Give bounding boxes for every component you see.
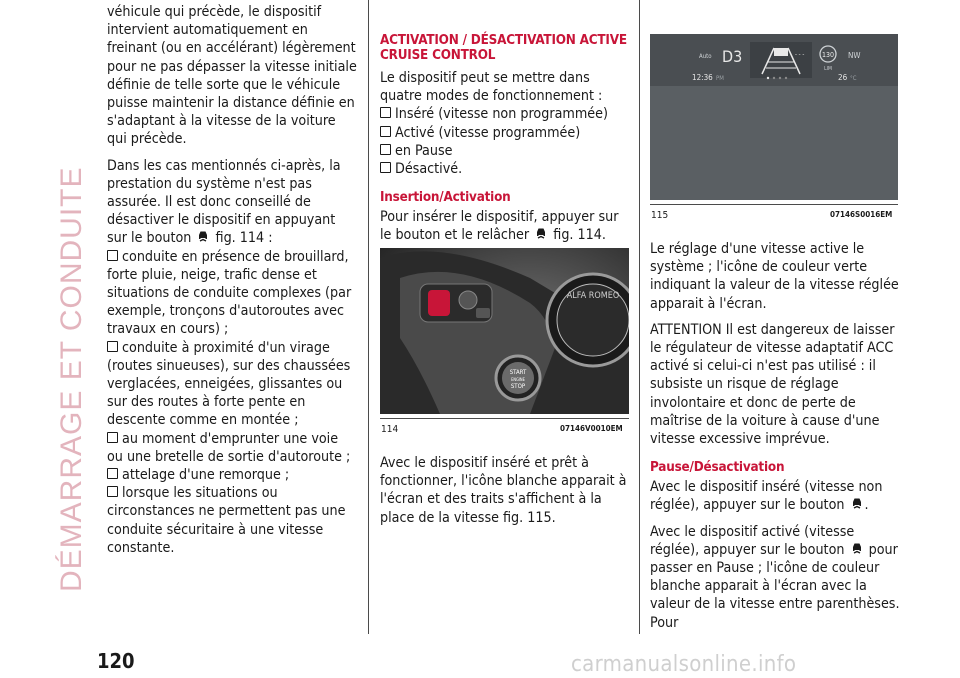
right-column bbox=[650, 240, 900, 640]
chapter-side-title: DÉMARRAGE ET CONDUITE bbox=[55, 166, 88, 592]
clock-time: 12:36 bbox=[692, 73, 713, 82]
middle-column-lower bbox=[380, 454, 632, 535]
sub-heading: Pause/Désactivation bbox=[650, 460, 785, 476]
clock-pm: PM bbox=[716, 75, 724, 82]
figure-code: 07146S0016EM bbox=[830, 210, 893, 219]
figure-caption-rule bbox=[380, 418, 629, 419]
paragraph: véhicule qui précède, le dispositif intervient automatiquement en freinant (ou en accélérant) légèrement pour ne pas dépasser la vitesse initiale définie de telle sorte que le véhicule puisse maintenir la distance définie en s'adaptant à la vitesse de la voiture qui précède. bbox=[107, 4, 357, 148]
paragraph: Avec le dispositif inséré (vitesse non réglée), appuyer sur le bouton . bbox=[650, 479, 883, 514]
checkbox-bullet-icon bbox=[380, 107, 391, 118]
temperature: 26 bbox=[838, 73, 848, 82]
list-item: conduite en présence de brouillard, forte pluie, neige, trafic dense et situations de conduite complexes (par exemple, tronçons d'autoroutes avec travaux en cours) ; bbox=[107, 248, 352, 338]
middle-column bbox=[380, 33, 632, 253]
checkbox-bullet-icon bbox=[107, 468, 118, 479]
sub-heading: Insertion/Activation bbox=[380, 190, 511, 206]
speed-limit: 130 bbox=[821, 51, 835, 59]
checkbox-bullet-icon bbox=[380, 126, 391, 137]
acc-button-icon bbox=[849, 497, 865, 513]
text: fig. 114 : bbox=[215, 230, 273, 247]
steering-wheel-illustration bbox=[380, 248, 629, 414]
list-item: au moment d'emprunter une voie ou une bretelle de sortie d'autoroute ; bbox=[107, 430, 351, 465]
dashes: - - - bbox=[795, 51, 805, 58]
speed-unit: LIM bbox=[824, 66, 832, 72]
paragraph: Avec le dispositif activé (vitesse réglée), appuyer sur le bouton pour passer en Pause ; l'icône de couleur blanche apparait à l'écran avec la valeur de la vitesse entre parenthèses. Pour bbox=[650, 523, 900, 631]
auto-label: Auto bbox=[699, 53, 712, 60]
acc-button-icon bbox=[533, 227, 549, 243]
column-rule-right bbox=[639, 0, 640, 634]
figure-number: 115 bbox=[651, 210, 669, 221]
paragraph: Le réglage d'une vitesse active le système ; l'icône de couleur verte indiquant la valeur de la vitesse réglée apparait à l'écran. bbox=[650, 241, 899, 312]
checkbox-bullet-icon bbox=[380, 162, 391, 173]
paragraph: Pour insérer le dispositif, appuyer sur le bouton et le relâcher fig. 114. bbox=[380, 209, 619, 244]
warning-paragraph: ATTENTION Il est dangereux de laisser le régulateur de vitesse adaptatif ACC activé si celui-ci n'est pas utilisé : il subsiste un risque de réglage involontaire et donc de perte de maîtrise de la voiture à cause d'une vitesse excessive imprévue. bbox=[650, 321, 895, 448]
acc-button-icon bbox=[195, 230, 211, 246]
figure-115-cluster-display bbox=[650, 34, 898, 200]
list-item: Inséré (vitesse non programmée) bbox=[380, 105, 632, 123]
paragraph: Le dispositif peut se mettre dans quatre modes de fonctionnement : bbox=[380, 70, 603, 105]
section-heading: ACTIVATION / DÉSACTIVATION ACTIVE CRUISE CONTROL bbox=[380, 33, 627, 63]
text: Dans les cas mentionnés ci-après, la prestation du système n'est pas assurée. Il est donc conseillé de désactiver le dispositif en appuyant sur le bouton bbox=[107, 157, 341, 247]
engine-label: ENGINE bbox=[511, 377, 525, 382]
paragraph bbox=[107, 157, 357, 248]
checkbox-bullet-icon bbox=[107, 486, 118, 497]
column-rule-left bbox=[368, 0, 369, 634]
temperature-unit: °C bbox=[850, 75, 857, 82]
list-item: attelage d'une remorque ; bbox=[107, 466, 357, 484]
list-item: conduite à proximité d'un virage (routes sinueuses), sur des chaussées verglacées, enneigées, glissantes ou sur des routes à forte pente en descente comme en montée ; bbox=[107, 339, 351, 429]
checkbox-bullet-icon bbox=[380, 144, 391, 155]
page-number: 120 bbox=[97, 649, 135, 673]
gear-indicator: D3 bbox=[722, 47, 743, 66]
logo-text: ALFA ROMEO bbox=[566, 291, 620, 301]
compass: NW bbox=[848, 51, 861, 60]
figure-code: 07146V0010EM bbox=[560, 424, 623, 433]
cluster-display-illustration bbox=[650, 34, 898, 200]
list-item: Activé (vitesse programmée) bbox=[380, 124, 632, 142]
list-item: Désactivé. bbox=[380, 160, 632, 178]
paragraph: Avec le dispositif inséré et prêt à fonctionner, l'icône blanche apparait à l'écran et des traits s'affichent à la place de la vitesse fig. 115. bbox=[380, 455, 627, 526]
acc-button-icon bbox=[849, 542, 865, 558]
figure-number: 114 bbox=[381, 424, 399, 435]
list-item: en Pause bbox=[380, 142, 632, 160]
watermark: carmanualsonline.info bbox=[571, 652, 797, 677]
list-item: lorsque les situations ou circonstances ne permettent pas une conduite sécuritaire à une vitesse constante. bbox=[107, 485, 346, 556]
checkbox-bullet-icon bbox=[107, 250, 118, 261]
start-label: START bbox=[509, 369, 527, 376]
figure-caption-rule bbox=[650, 204, 898, 205]
left-column bbox=[107, 3, 357, 557]
checkbox-bullet-icon bbox=[107, 432, 118, 443]
stop-label: STOP bbox=[510, 383, 526, 390]
checkbox-bullet-icon bbox=[107, 341, 118, 352]
figure-114-steering-wheel bbox=[380, 248, 629, 414]
